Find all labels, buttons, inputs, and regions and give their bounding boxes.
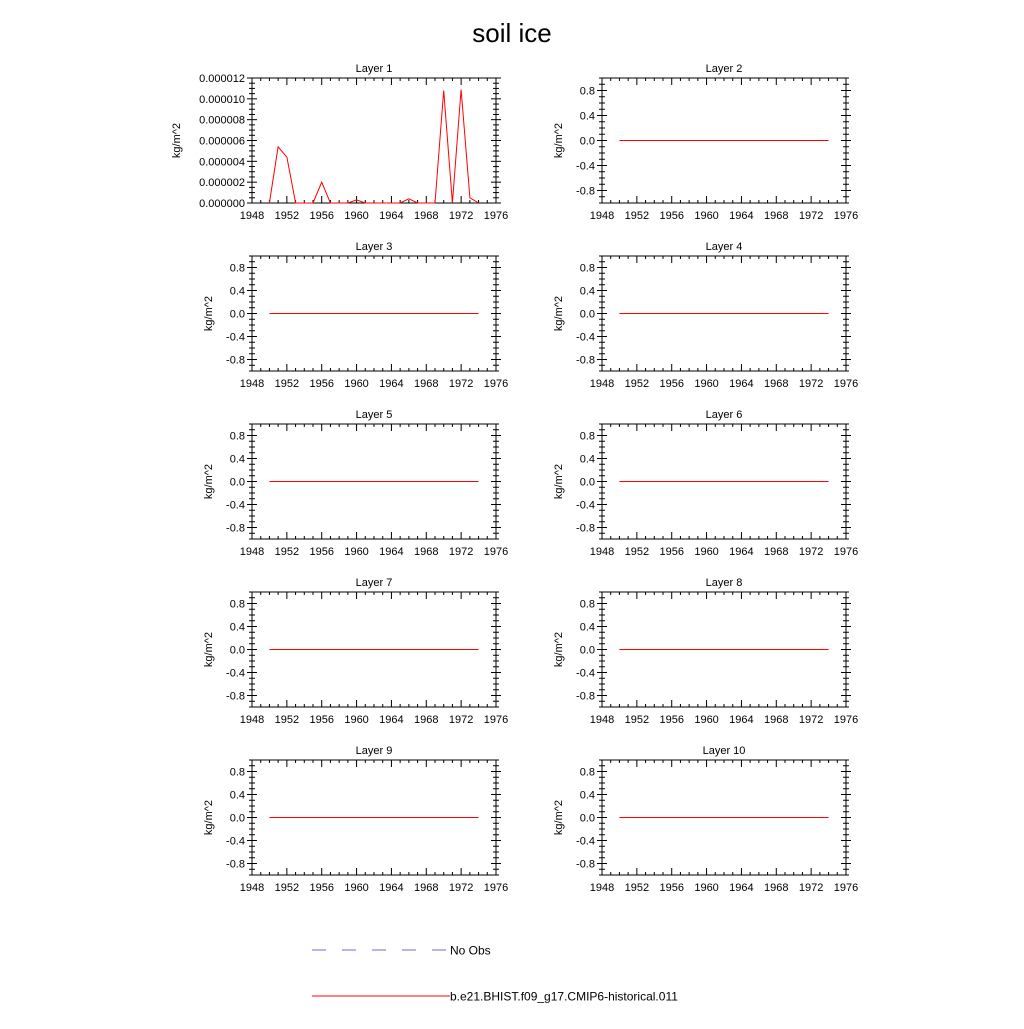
y-tick-label: 0.000006: [199, 135, 245, 148]
x-tick-label: 1972: [798, 210, 824, 222]
y-tick-label: -0.4: [576, 835, 595, 848]
x-tick-label: 1956: [659, 210, 684, 222]
x-tick-label: 1948: [239, 714, 265, 726]
x-tick-label: 1948: [589, 714, 615, 726]
x-tick-label: 1968: [764, 714, 789, 726]
y-tick-label: -0.4: [226, 331, 245, 344]
x-tick-label: 1964: [379, 882, 404, 894]
x-tick-label: 1968: [764, 546, 789, 558]
panel-layer-7: [203, 577, 508, 726]
y-tick-label: 0.000008: [199, 114, 245, 127]
y-tick-label: -0.8: [576, 858, 595, 871]
y-axis-label: kg/m^2: [203, 631, 215, 668]
x-tick-label: 1976: [833, 714, 859, 726]
x-tick-label: 1972: [798, 546, 824, 558]
x-tick-label: 1956: [309, 546, 334, 558]
y-tick-label: 0.4: [579, 453, 595, 466]
x-tick-label: 1972: [798, 714, 824, 726]
y-tick-label: -0.8: [226, 690, 245, 703]
x-tick-label: 1972: [448, 378, 474, 390]
x-tick-label: 1972: [448, 714, 474, 726]
y-axis-label: kg/m^2: [171, 122, 183, 159]
x-tick-label: 1976: [833, 378, 859, 390]
y-tick-label: -0.8: [226, 354, 245, 367]
x-tick-label: 1964: [729, 546, 754, 558]
panel-title: Layer 4: [705, 241, 743, 253]
y-axis-label: kg/m^2: [553, 122, 565, 159]
panel-title: Layer 1: [355, 63, 393, 75]
y-tick-label: 0.8: [579, 85, 595, 98]
y-tick-label: 0.0: [229, 476, 245, 489]
panel-title: Layer 5: [355, 409, 393, 421]
x-tick-label: 1964: [729, 882, 754, 894]
y-tick-label: -0.4: [576, 331, 595, 344]
x-tick-label: 1956: [309, 210, 334, 222]
x-tick-label: 1948: [239, 210, 265, 222]
y-tick-label: 0.4: [579, 110, 595, 123]
x-tick-label: 1968: [764, 882, 789, 894]
y-tick-label: 0.8: [579, 262, 595, 275]
x-tick-label: 1952: [624, 546, 650, 558]
y-tick-label: -0.4: [226, 835, 245, 848]
panel-title: Layer 9: [355, 745, 393, 757]
x-tick-label: 1956: [659, 714, 684, 726]
panel-layer-6: [553, 409, 858, 558]
y-tick-label: 0.8: [579, 766, 595, 779]
panel-layer-9: [203, 745, 508, 894]
x-tick-label: 1952: [624, 714, 650, 726]
x-tick-label: 1976: [483, 546, 509, 558]
y-tick-label: 0.8: [229, 430, 245, 443]
legend-label-obs: No Obs: [450, 943, 491, 958]
x-tick-label: 1952: [274, 714, 300, 726]
y-tick-label: 0.0: [229, 644, 245, 657]
x-tick-label: 1948: [239, 546, 265, 558]
panel-layer-10: [553, 745, 858, 894]
y-tick-label: 0.0: [579, 308, 595, 321]
panel-layer-8: [553, 577, 858, 726]
x-tick-label: 1960: [694, 714, 719, 726]
y-tick-label: 0.0: [579, 476, 595, 489]
x-tick-label: 1948: [239, 378, 265, 390]
x-tick-label: 1948: [239, 882, 265, 894]
y-tick-label: 0.8: [229, 598, 245, 611]
x-tick-label: 1960: [344, 882, 369, 894]
x-tick-label: 1960: [344, 714, 369, 726]
y-axis-label: kg/m^2: [553, 295, 565, 332]
y-tick-label: 0.0: [579, 135, 595, 148]
x-tick-label: 1952: [624, 210, 650, 222]
x-tick-label: 1948: [589, 882, 615, 894]
panel-title: Layer 10: [702, 745, 746, 757]
plot-frame: [252, 78, 496, 203]
panel-layer-2: [553, 63, 858, 222]
y-tick-label: -0.4: [576, 499, 595, 512]
y-tick-label: -0.8: [226, 522, 245, 535]
y-axis-label: kg/m^2: [203, 799, 215, 836]
x-tick-label: 1960: [694, 378, 719, 390]
x-tick-label: 1972: [798, 882, 824, 894]
x-tick-label: 1948: [589, 546, 615, 558]
legend: [312, 944, 678, 1004]
y-tick-label: 0.0: [229, 308, 245, 321]
panel-layer-5: [203, 409, 508, 558]
x-tick-label: 1976: [483, 210, 509, 222]
panel-title: Layer 2: [705, 63, 743, 75]
x-tick-label: 1972: [798, 378, 824, 390]
y-tick-label: -0.8: [576, 690, 595, 703]
x-tick-label: 1972: [448, 882, 474, 894]
y-tick-label: 0.4: [579, 285, 595, 298]
x-tick-label: 1956: [309, 378, 334, 390]
y-axis-label: kg/m^2: [203, 463, 215, 500]
x-tick-label: 1964: [729, 378, 754, 390]
x-tick-label: 1972: [448, 546, 474, 558]
x-tick-label: 1968: [414, 210, 439, 222]
x-tick-label: 1968: [414, 378, 439, 390]
x-tick-label: 1964: [729, 210, 754, 222]
y-axis-label: kg/m^2: [553, 463, 565, 500]
x-tick-label: 1976: [833, 210, 859, 222]
series-line-model: [269, 90, 478, 204]
x-tick-label: 1968: [414, 714, 439, 726]
x-tick-label: 1960: [694, 210, 719, 222]
y-tick-label: 0.4: [579, 789, 595, 802]
y-axis-label: kg/m^2: [553, 799, 565, 836]
x-tick-label: 1956: [309, 714, 334, 726]
x-tick-label: 1956: [659, 378, 684, 390]
x-tick-label: 1956: [309, 882, 334, 894]
y-tick-label: 0.8: [579, 598, 595, 611]
x-tick-label: 1968: [414, 546, 439, 558]
panel-layer-3: [203, 241, 508, 390]
x-tick-label: 1972: [448, 210, 474, 222]
y-tick-label: -0.8: [576, 522, 595, 535]
y-tick-label: -0.4: [226, 667, 245, 680]
x-tick-label: 1964: [729, 714, 754, 726]
y-tick-label: 0.4: [229, 789, 245, 802]
x-tick-label: 1952: [274, 882, 300, 894]
y-tick-label: -0.4: [576, 667, 595, 680]
panel-title: Layer 6: [705, 409, 743, 421]
x-tick-label: 1964: [379, 714, 404, 726]
y-tick-label: 0.4: [229, 285, 245, 298]
x-tick-label: 1968: [764, 378, 789, 390]
y-tick-label: 0.4: [229, 621, 245, 634]
x-tick-label: 1968: [414, 882, 439, 894]
y-tick-label: 0.8: [579, 430, 595, 443]
x-tick-label: 1960: [344, 546, 369, 558]
y-tick-label: 0.000012: [199, 73, 245, 85]
x-tick-label: 1952: [624, 378, 650, 390]
x-tick-label: 1956: [659, 882, 684, 894]
y-tick-label: 0.4: [229, 453, 245, 466]
x-tick-label: 1976: [833, 546, 859, 558]
x-tick-label: 1952: [624, 882, 650, 894]
x-tick-label: 1976: [483, 378, 509, 390]
figure-title: soil ice: [472, 18, 552, 48]
x-tick-label: 1976: [833, 882, 859, 894]
y-axis-label: kg/m^2: [203, 295, 215, 332]
y-tick-label: -0.8: [576, 354, 595, 367]
x-tick-label: 1952: [274, 546, 300, 558]
y-tick-label: 0.000000: [199, 198, 245, 210]
panel-layer-4: [553, 241, 858, 390]
y-tick-label: 0.000004: [199, 156, 245, 169]
y-tick-label: -0.4: [226, 499, 245, 512]
y-tick-label: 0.4: [579, 621, 595, 634]
x-tick-label: 1976: [483, 714, 509, 726]
x-tick-label: 1956: [659, 546, 684, 558]
y-tick-label: 0.0: [229, 812, 245, 825]
x-tick-label: 1952: [274, 378, 300, 390]
x-tick-label: 1960: [694, 546, 719, 558]
y-tick-label: 0.0: [579, 812, 595, 825]
y-tick-label: 0.000002: [199, 177, 245, 190]
x-tick-label: 1960: [344, 378, 369, 390]
y-tick-label: 0.0: [579, 644, 595, 657]
x-tick-label: 1976: [483, 882, 509, 894]
panel-grid: [171, 63, 858, 894]
x-tick-label: 1960: [344, 210, 369, 222]
y-tick-label: 0.000010: [199, 93, 245, 106]
y-tick-label: -0.4: [576, 160, 595, 173]
x-tick-label: 1960: [694, 882, 719, 894]
x-tick-label: 1964: [379, 378, 404, 390]
x-tick-label: 1948: [589, 378, 615, 390]
legend-label-model: b.e21.BHIST.f09_g17.CMIP6-historical.011: [450, 989, 678, 1004]
y-tick-label: -0.8: [576, 185, 595, 198]
y-tick-label: 0.8: [229, 766, 245, 779]
x-tick-label: 1964: [379, 546, 404, 558]
x-tick-label: 1968: [764, 210, 789, 222]
y-tick-label: 0.8: [229, 262, 245, 275]
x-tick-label: 1952: [274, 210, 300, 222]
panel-title: Layer 7: [355, 577, 393, 589]
y-tick-label: -0.8: [226, 858, 245, 871]
y-axis-label: kg/m^2: [553, 631, 565, 668]
x-tick-label: 1964: [379, 210, 404, 222]
panel-title: Layer 8: [705, 577, 743, 589]
panel-title: Layer 3: [355, 241, 393, 253]
x-tick-label: 1948: [589, 210, 615, 222]
panel-layer-1: [171, 63, 508, 222]
